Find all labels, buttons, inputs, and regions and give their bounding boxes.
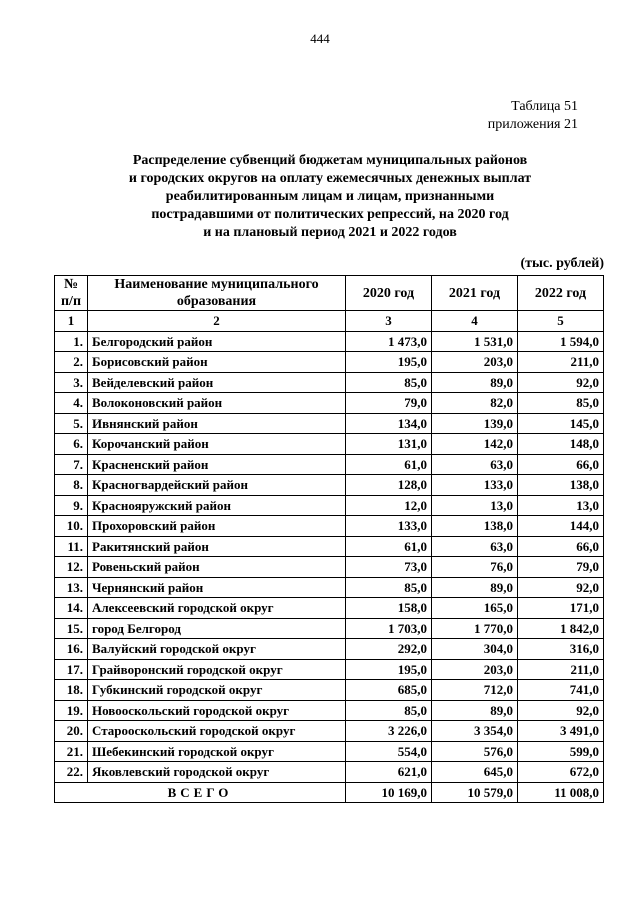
row-number: 16. [55,639,88,660]
municipality-name: Грайворонский городской округ [88,659,346,680]
row-number: 7. [55,454,88,475]
row-number: 22. [55,762,88,783]
header-2022: 2022 год [518,276,604,311]
municipality-name: Старооскольский городской округ [88,721,346,742]
value-2021: 645,0 [432,762,518,783]
municipality-name: Ивнянский район [88,413,346,434]
row-number: 20. [55,721,88,742]
row-number: 17. [55,659,88,680]
row-number: 19. [55,700,88,721]
row-number: 6. [55,434,88,455]
value-2022: 92,0 [518,372,604,393]
value-2021: 89,0 [432,700,518,721]
subvention-table [54,275,604,803]
table-row [55,639,604,660]
value-2022: 13,0 [518,495,604,516]
municipality-name: Ракитянский район [88,536,346,557]
value-2022: 138,0 [518,475,604,496]
row-number: 11. [55,536,88,557]
row-number: 18. [55,680,88,701]
municipality-name: Шебекинский городской округ [88,741,346,762]
value-2022: 66,0 [518,454,604,475]
value-2022: 211,0 [518,659,604,680]
value-2021: 133,0 [432,475,518,496]
units-label: (тыс. рублей) [520,256,604,271]
value-2020: 85,0 [346,700,432,721]
value-2022: 92,0 [518,577,604,598]
value-2022: 85,0 [518,393,604,414]
row-number: 14. [55,598,88,619]
table-row [55,475,604,496]
value-2022: 66,0 [518,536,604,557]
table-row [55,618,604,639]
value-2020: 128,0 [346,475,432,496]
municipality-name: город Белгород [88,618,346,639]
value-2020: 61,0 [346,454,432,475]
value-2020: 685,0 [346,680,432,701]
value-2022: 3 491,0 [518,721,604,742]
value-2022: 316,0 [518,639,604,660]
table-row [55,331,604,352]
value-2022: 79,0 [518,557,604,578]
table-row [55,352,604,373]
table-row [55,495,604,516]
value-2021: 76,0 [432,557,518,578]
table-row [55,762,604,783]
row-number: 2. [55,352,88,373]
municipality-name: Красненский район [88,454,346,475]
value-2020: 133,0 [346,516,432,537]
row-number: 13. [55,577,88,598]
total-2020: 10 169,0 [346,782,432,803]
value-2020: 554,0 [346,741,432,762]
value-2021: 138,0 [432,516,518,537]
municipality-name: Красногвардейский район [88,475,346,496]
title-line: и городских округов на оплату ежемесячных денежных выплат [128,171,532,186]
municipality-name: Алексеевский городской округ [88,598,346,619]
table-row [55,700,604,721]
title-line: и на плановый период 2021 и 2022 годов [203,225,457,240]
total-row [55,782,604,803]
value-2022: 171,0 [518,598,604,619]
value-2020: 85,0 [346,372,432,393]
value-2022: 211,0 [518,352,604,373]
table-row [55,721,604,742]
value-2020: 3 226,0 [346,721,432,742]
municipality-name: Белгородский район [88,331,346,352]
header-2020: 2020 год [346,276,432,311]
title-line: реабилитированным лицам и лицам, признанными [165,189,495,204]
column-number: 1 [55,311,88,332]
column-numbers-row [55,311,604,332]
table-header-row [55,276,604,311]
document-title [60,152,600,242]
table-row [55,536,604,557]
value-2021: 63,0 [432,454,518,475]
table-row [55,372,604,393]
row-number: 21. [55,741,88,762]
header-number-line2: п/п [60,294,82,309]
value-2021: 89,0 [432,372,518,393]
table-ref-line2: приложения 21 [487,117,578,132]
header-number-line1: № [63,277,79,292]
column-number: 2 [88,311,346,332]
value-2021: 3 354,0 [432,721,518,742]
table-row [55,413,604,434]
value-2021: 1 531,0 [432,331,518,352]
header-name-line1: Наименование муниципального [114,277,319,292]
municipality-name: Борисовский район [88,352,346,373]
value-2020: 134,0 [346,413,432,434]
header-name [88,276,346,311]
municipality-name: Краснояружский район [88,495,346,516]
table-row [55,659,604,680]
table-row [55,741,604,762]
title-line: пострадавшими от политических репрессий, на 2020 год [151,207,509,222]
row-number: 8. [55,475,88,496]
table-row [55,577,604,598]
table-row [55,598,604,619]
value-2022: 1 842,0 [518,618,604,639]
municipality-name: Яковлевский городской округ [88,762,346,783]
value-2020: 195,0 [346,352,432,373]
value-2022: 145,0 [518,413,604,434]
value-2021: 203,0 [432,352,518,373]
municipality-name: Вейделевский район [88,372,346,393]
value-2020: 1 473,0 [346,331,432,352]
row-number: 10. [55,516,88,537]
table-row [55,454,604,475]
table-row [55,680,604,701]
municipality-name: Валуйский городской округ [88,639,346,660]
value-2021: 304,0 [432,639,518,660]
table-reference [488,98,578,134]
value-2022: 1 594,0 [518,331,604,352]
row-number: 1. [55,331,88,352]
value-2021: 63,0 [432,536,518,557]
value-2021: 89,0 [432,577,518,598]
title-line: Распределение субвенций бюджетам муниципальных районов [132,153,528,168]
column-number: 4 [432,311,518,332]
row-number: 9. [55,495,88,516]
value-2020: 61,0 [346,536,432,557]
value-2020: 1 703,0 [346,618,432,639]
value-2021: 165,0 [432,598,518,619]
table-row [55,393,604,414]
row-number: 4. [55,393,88,414]
column-number: 5 [518,311,604,332]
value-2020: 85,0 [346,577,432,598]
row-number: 15. [55,618,88,639]
value-2021: 142,0 [432,434,518,455]
value-2021: 139,0 [432,413,518,434]
value-2021: 1 770,0 [432,618,518,639]
value-2021: 576,0 [432,741,518,762]
table-ref-line1: Таблица 51 [511,99,578,114]
header-number [55,276,88,311]
municipality-name: Чернянский район [88,577,346,598]
page-number: 444 [310,31,330,46]
value-2022: 92,0 [518,700,604,721]
value-2020: 73,0 [346,557,432,578]
table-row [55,434,604,455]
value-2020: 158,0 [346,598,432,619]
header-2021: 2021 год [432,276,518,311]
row-number: 3. [55,372,88,393]
value-2022: 599,0 [518,741,604,762]
value-2021: 82,0 [432,393,518,414]
header-name-line2: образования [176,294,257,309]
value-2020: 195,0 [346,659,432,680]
row-number: 5. [55,413,88,434]
value-2020: 292,0 [346,639,432,660]
table-row [55,516,604,537]
value-2022: 672,0 [518,762,604,783]
municipality-name: Прохоровский район [88,516,346,537]
municipality-name: Новооскольский городской округ [88,700,346,721]
value-2021: 712,0 [432,680,518,701]
value-2022: 741,0 [518,680,604,701]
total-label: ВСЕГО [55,782,346,803]
municipality-name: Волоконовский район [88,393,346,414]
value-2020: 12,0 [346,495,432,516]
total-2022: 11 008,0 [518,782,604,803]
value-2020: 131,0 [346,434,432,455]
column-number: 3 [346,311,432,332]
value-2022: 144,0 [518,516,604,537]
value-2020: 621,0 [346,762,432,783]
value-2021: 13,0 [432,495,518,516]
municipality-name: Корочанский район [88,434,346,455]
value-2020: 79,0 [346,393,432,414]
total-2021: 10 579,0 [432,782,518,803]
municipality-name: Губкинский городской округ [88,680,346,701]
row-number: 12. [55,557,88,578]
value-2022: 148,0 [518,434,604,455]
municipality-name: Ровеньский район [88,557,346,578]
table-row [55,557,604,578]
value-2021: 203,0 [432,659,518,680]
